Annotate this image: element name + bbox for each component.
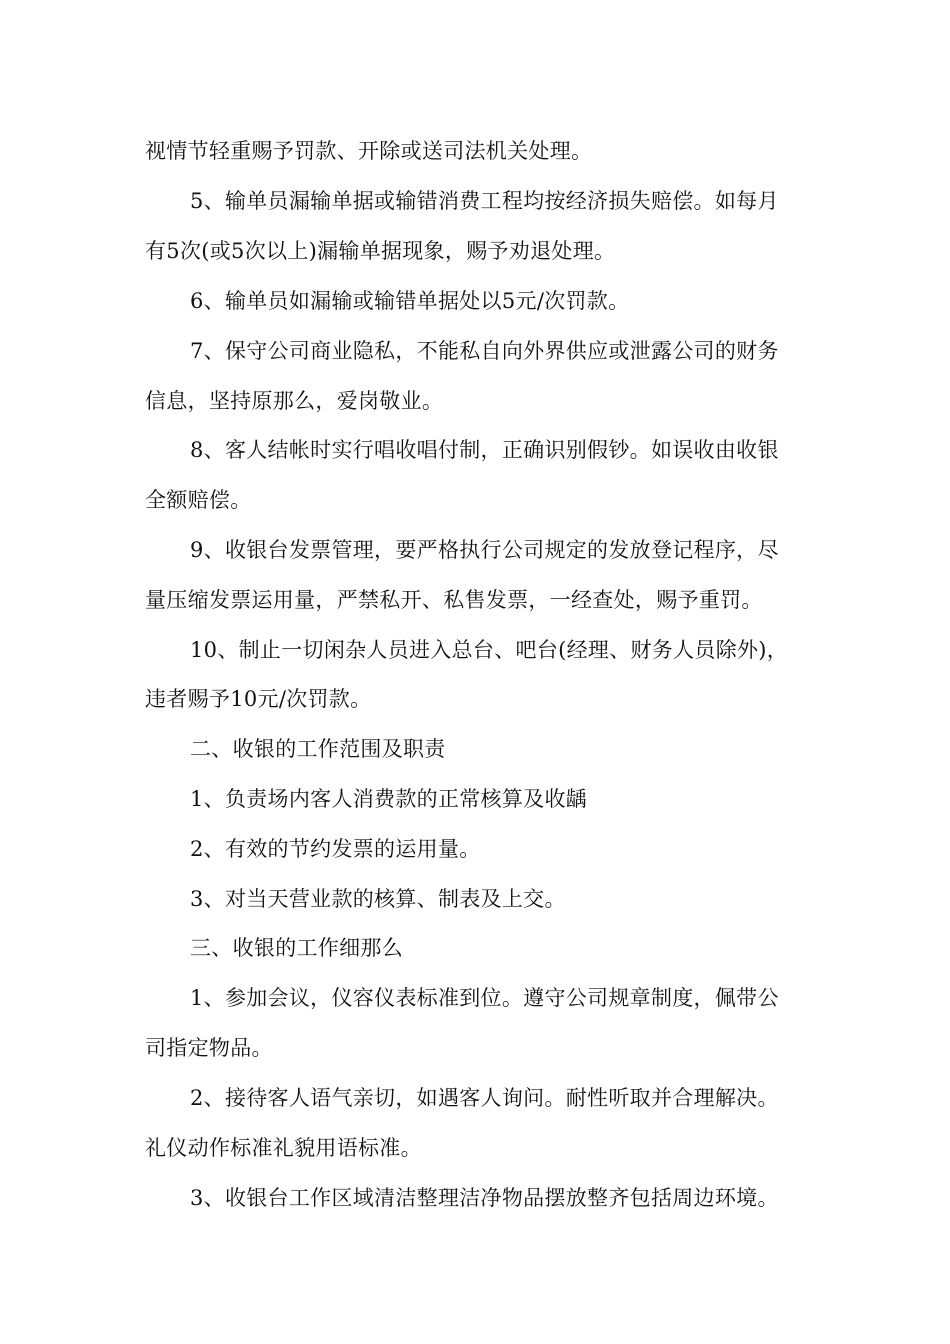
line-text: 3、收银台工作区域清洁整理洁净物品摆放整齐包括周边环境。 <box>190 1186 779 1210</box>
text-line <box>0 632 950 668</box>
text-line <box>0 482 950 518</box>
text-line <box>0 1080 950 1116</box>
text-line <box>0 283 950 319</box>
text-line <box>0 432 950 468</box>
line-text: 有5次(或5次以上)漏输单据现象，赐予劝退处理。 <box>145 239 616 263</box>
text-line <box>0 1180 950 1216</box>
text-line <box>0 333 950 369</box>
line-text: 视情节轻重赐予罚款、开除或送司法机关处理。 <box>145 139 593 163</box>
line-text: 5、输单员漏输单据或输错消费工程均按经济损失赔偿。如每月 <box>190 189 779 213</box>
line-text: 9、收银台发票管理，要严格执行公司规定的发放登记程序，尽 <box>190 538 779 562</box>
line-text: 违者赐予10元/次罚款。 <box>145 687 372 711</box>
text-line <box>0 831 950 867</box>
line-text: 8、客人结帐时实行唱收唱付制，正确识别假钞。如误收由收银 <box>190 438 779 462</box>
line-text: 1、负责场内客人消费款的正常核算及收龋 <box>190 787 588 811</box>
section-heading: 三、收银的工作细那么 <box>190 936 403 960</box>
text-line <box>0 930 950 966</box>
text-line <box>0 383 950 419</box>
line-text: 6、输单员如漏输或输错单据处以5元/次罚款。 <box>190 289 630 313</box>
line-text: 量压缩发票运用量，严禁私开、私售发票，一经查处，赐予重罚。 <box>145 588 763 612</box>
line-text: 3、对当天营业款的核算、制表及上交。 <box>190 887 566 911</box>
line-text: 全额赔偿。 <box>145 488 252 512</box>
text-line <box>0 1030 950 1066</box>
line-text: 2、接待客人语气亲切，如遇客人询问。耐性听取并合理解决。 <box>190 1086 779 1110</box>
text-line <box>0 881 950 917</box>
text-line <box>0 781 950 817</box>
text-line <box>0 183 950 219</box>
text-line <box>0 681 950 717</box>
text-line <box>0 731 950 767</box>
line-text: 礼仪动作标准礼貌用语标准。 <box>145 1136 422 1160</box>
line-text: 7、保守公司商业隐私，不能私自向外界供应或泄露公司的财务 <box>190 339 779 363</box>
text-line <box>0 532 950 568</box>
line-text: 信息，坚持原那么，爱岗敬业。 <box>145 389 444 413</box>
text-line <box>0 133 950 169</box>
text-line <box>0 233 950 269</box>
line-text: 司指定物品。 <box>145 1036 273 1060</box>
text-line <box>0 980 950 1016</box>
line-text: 2、有效的节约发票的运用量。 <box>190 837 481 861</box>
text-line <box>0 1130 950 1166</box>
line-text: 1、参加会议，仪容仪表标准到位。遵守公司规章制度，佩带公 <box>190 986 779 1010</box>
text-line <box>0 582 950 618</box>
line-text: 10、制止一切闲杂人员进入总台、吧台(经理、财务人员除外)， <box>190 638 789 662</box>
section-heading: 二、收银的工作范围及职责 <box>190 737 446 761</box>
